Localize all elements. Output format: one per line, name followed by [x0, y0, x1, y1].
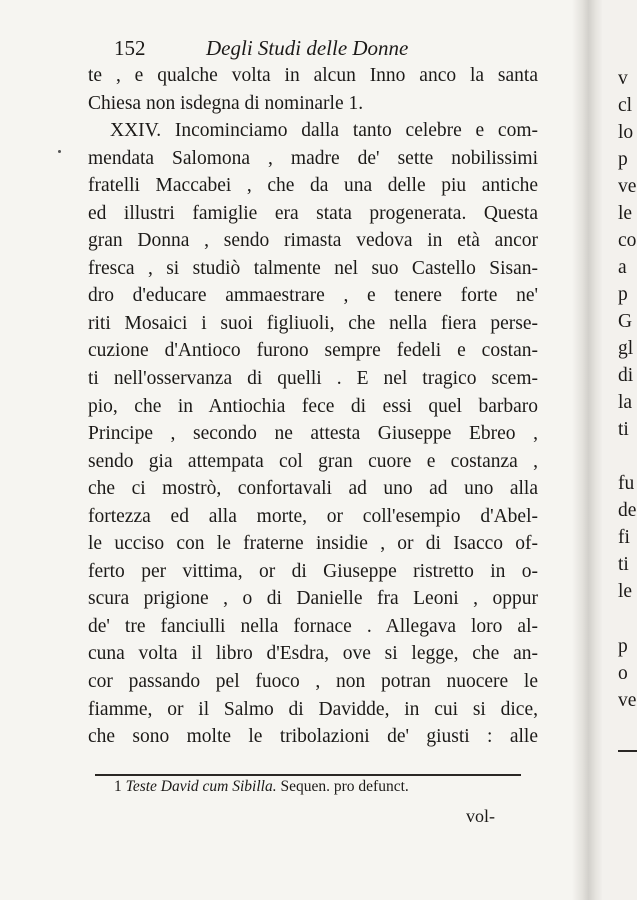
text-line: fresca , si studiò talmente nel suo Castello Sisan-: [88, 257, 538, 279]
text-line: de' tre fanciulli nella fornace . Allegava loro al-: [88, 615, 538, 637]
facing-fragment: p: [618, 284, 628, 305]
facing-fragment: o: [618, 663, 628, 684]
facing-fragment: p: [618, 149, 628, 170]
facing-fragment: fu: [618, 473, 635, 494]
facing-fragment: co: [618, 230, 637, 251]
facing-fragment: ve: [618, 690, 637, 711]
facing-page: [602, 0, 637, 900]
text-line: fortezza ed alla morte, or coll'esempio d'Abel-: [88, 505, 538, 527]
text-line: cuzione d'Antioco furono sempre fedeli e costan-: [88, 340, 538, 362]
text-line: le ucciso con le fraterne insidie , or di Isacco of-: [88, 533, 538, 555]
text-line: pio, che in Antiochia fece di essi quel barbaro: [88, 395, 538, 417]
text-line: Chiesa non isdegna di nominarle 1.: [88, 92, 364, 114]
facing-fragment: p: [618, 636, 628, 657]
text-line: gran Donna , sendo rimasta vedova in età ancor: [88, 230, 538, 252]
text-line: te , e qualche volta in alcun Inno anco la santa: [88, 65, 538, 86]
text-line: scura prigione , o di Danielle fra Leoni , oppur: [88, 588, 538, 610]
text-line: sendo gia attempata col gran cuore e costanza ,: [88, 450, 538, 472]
facing-fragment: la: [618, 392, 633, 413]
text-line: fratelli Maccabei , che da una delle piu antiche: [88, 175, 538, 197]
facing-fragment: G: [618, 311, 633, 332]
footnote-marker: 1: [114, 778, 122, 795]
facing-fragment: di: [618, 365, 634, 386]
facing-fragment: a: [618, 257, 627, 278]
facing-fragment: ti: [618, 419, 629, 440]
text-line: che ci mostrò, confortavali ad uno ad uno alla: [88, 478, 538, 500]
text-line: cor passando pel fuoco , non potran nuocere le: [88, 671, 538, 693]
facing-fragment: le: [618, 203, 633, 224]
page-number: 152: [114, 36, 146, 60]
book-gutter: [572, 0, 602, 900]
facing-fragment: ti: [618, 554, 629, 575]
text-line: dro d'educare ammaestrare , e tenere forte ne': [88, 285, 538, 307]
text-line: ti nell'osservanza di quelli . E nel tragico scem-: [88, 368, 538, 390]
text-line: XXIV. Incominciamo dalla tanto celebre e com-: [110, 120, 538, 142]
facing-fragment: le: [618, 581, 633, 602]
facing-fragment: de: [618, 500, 637, 521]
text-line: ed illustri famiglie era stata progenerata. Questa: [88, 202, 538, 224]
footnote-text: Sequen. pro defunct.: [280, 778, 409, 795]
page-header: [114, 36, 534, 62]
facing-fragment: v: [618, 68, 628, 89]
facing-fragment: cl: [618, 95, 633, 116]
text-line: Principe , secondo ne attesta Giuseppe Ebreo ,: [88, 423, 538, 445]
ink-speck: [58, 150, 61, 153]
text-line: riti Mosaici i suoi figliuoli, che nella fiera perse-: [88, 312, 538, 334]
body-text: [88, 62, 538, 751]
running-title: Degli Studi delle Donne: [206, 36, 409, 60]
text-line: fiamme, or il Salmo di Davidde, in cui si dice,: [88, 698, 538, 720]
text-line: mendata Salomona , madre de' sette nobilissimi: [88, 147, 538, 169]
text-line: cuna volta il libro d'Esdra, ove si legge, che an-: [88, 643, 538, 665]
footnote-rule: [95, 774, 521, 776]
facing-fragment: gl: [618, 338, 634, 359]
text-line: che sono molte le tribolazioni de' giusti : alle: [88, 726, 538, 748]
footnote: [114, 778, 409, 796]
facing-fragment: ve: [618, 176, 637, 197]
facing-fragment: fi: [618, 527, 630, 548]
facing-footnote-rule: [618, 750, 637, 752]
catchword: vol-: [466, 806, 495, 826]
facing-fragment: lo: [618, 122, 634, 143]
footnote-citation: Teste David cum Sibilla.: [125, 778, 277, 795]
text-line: ferto per vittima, or di Giuseppe ristretto in o-: [88, 560, 538, 582]
